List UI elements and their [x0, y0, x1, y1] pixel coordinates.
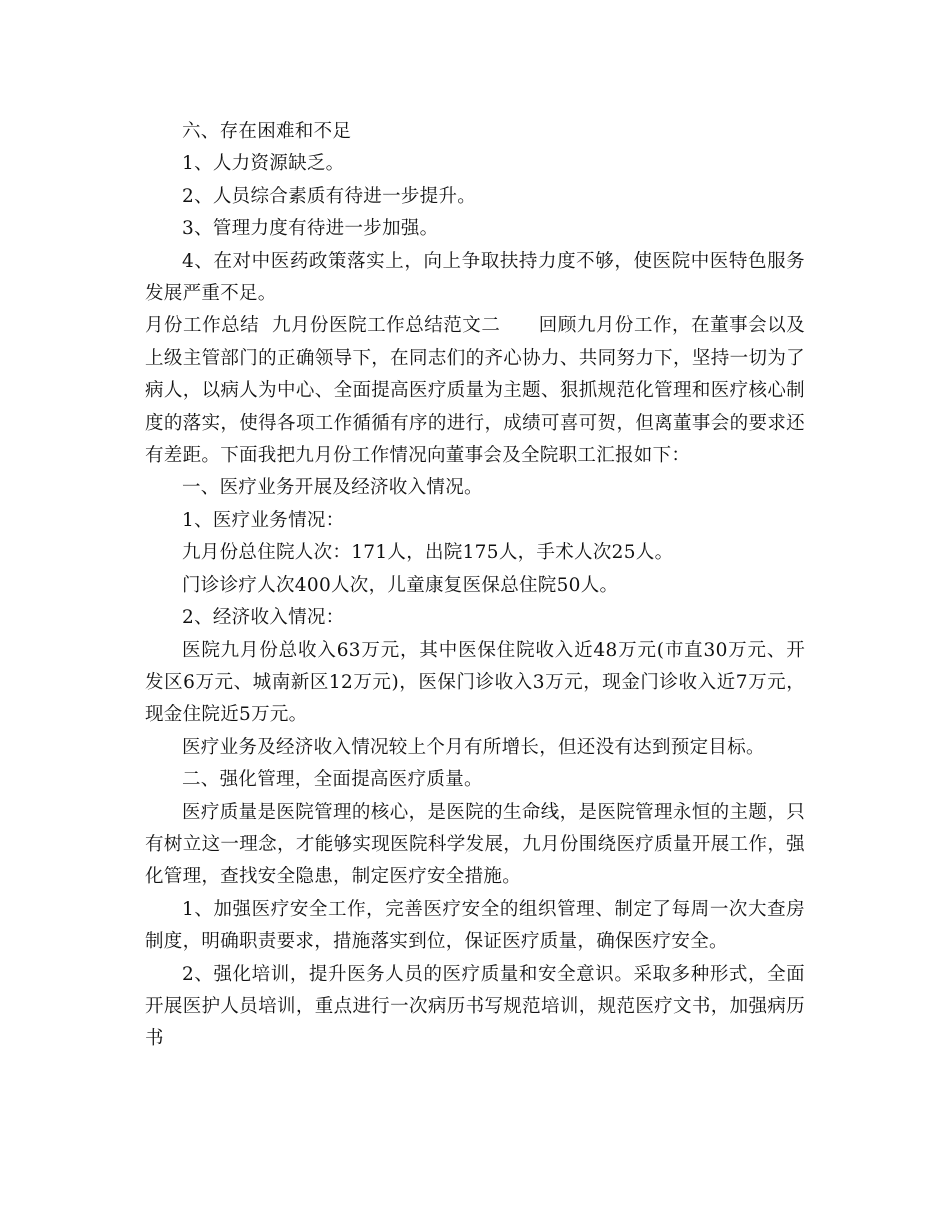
section-heading-difficulties: 六、存在困难和不足 [182, 121, 352, 142]
list-item: 3、管理力度有待进一步加强。 [182, 218, 439, 240]
list-item: 4、在对中医药政策落实上，向上争取扶持力度不够，使医院中医特色服务发展严重不足。 [145, 250, 805, 305]
section-heading-management: 二、强化管理，全面提高医疗质量。 [182, 769, 483, 791]
body-paragraph: 医疗质量是医院管理的核心，是医院的生命线，是医院管理永恒的主题，只有树立这一理念，才能够实现医院科学发展，九月份围绕医疗质量开展工作，强化管理，查找安全隐患，制定医疗安全措施。 [145, 801, 805, 888]
summary-intro-paragraph: 月份工作总结 九月份医院工作总结范文二 回顾九月份工作，在董事会以及上级主管部门的正确领导下，在同志们的齐心协力、共同努力下，坚持一切为了病人，以病人为中心、全面提高医疗质量为主题、狠抓规范化管理和医疗核心制度的落实，使得各项工作循循有序的进行，成绩可喜可贺，但离董事会的要求还有差距。下面我把九月份工作情况向董事会及全院职工汇报如下： [145, 315, 805, 467]
list-item: 2、人员综合素质有待进一步提升。 [182, 185, 477, 207]
body-paragraph: 门诊诊疗人次400人次，儿童康复医保总住院50人。 [182, 574, 619, 596]
subsection-heading: 1、医疗业务情况： [182, 509, 345, 531]
body-paragraph: 医疗业务及经济收入情况较上个月有所增长，但还没有达到预定目标。 [182, 736, 765, 758]
body-paragraph: 九月份总住院人次：171人，出院175人，手术人次25人。 [182, 542, 674, 564]
list-item: 1、人力资源缺乏。 [182, 153, 345, 175]
body-paragraph: 1、加强医疗安全工作，完善医疗安全的组织管理、制定了每周一次大查房制度，明确职责要求，措施落实到位，保证医疗质量，确保医疗安全。 [145, 898, 805, 953]
section-heading-business: 一、医疗业务开展及经济收入情况。 [182, 477, 483, 499]
document-body [145, 116, 805, 1056]
body-paragraph: 2、强化培训，提升医务人员的医疗质量和安全意识。采取多种形式，全面开展医护人员培训，重点进行一次病历书写规范培训，规范医疗文书，加强病历书 [145, 963, 805, 1050]
body-paragraph: 医院九月份总收入63万元，其中医保住院收入近48万元(市直30万元、开发区6万元、城南新区12万元)，医保门诊收入3万元，现金门诊收入近7万元，现金住院近5万元。 [145, 639, 805, 726]
subsection-heading: 2、经济收入情况： [182, 607, 345, 629]
